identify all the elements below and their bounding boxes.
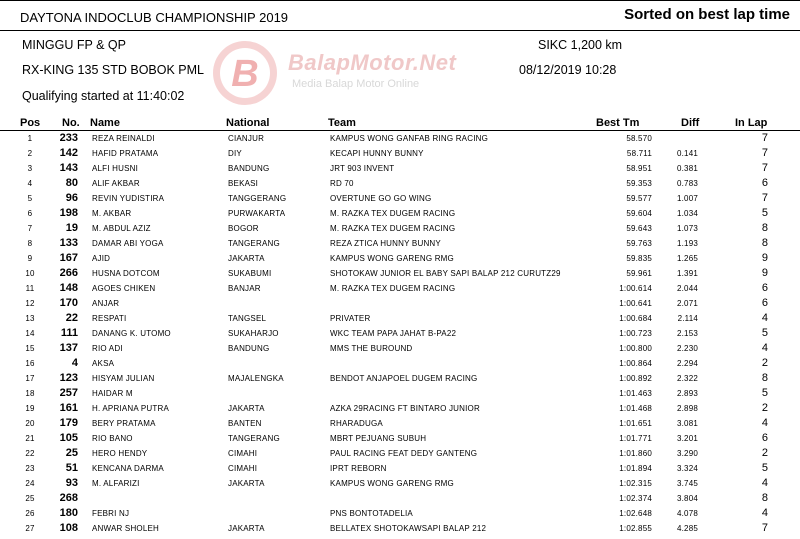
cell-team: MMS THE BUROUND xyxy=(330,344,413,353)
cell-name: AGOES CHIKEN xyxy=(92,284,156,293)
cell-inlap: 9 xyxy=(761,267,768,279)
cell-team: JRT 903 INVENT xyxy=(330,164,395,173)
cell-no: 93 xyxy=(65,477,78,489)
cell-no: 148 xyxy=(59,282,78,294)
cell-inlap: 4 xyxy=(761,342,768,354)
cell-inlap: 6 xyxy=(761,282,768,294)
cell-team: KAMPUS WONG GARENG RMG xyxy=(330,479,454,488)
table-row xyxy=(0,401,800,416)
cell-diff: 2.893 xyxy=(676,389,698,398)
cell-diff: 3.081 xyxy=(676,419,698,428)
cell-diff: 1.007 xyxy=(676,194,698,203)
cell-best: 1:00.614 xyxy=(619,284,652,293)
cell-pos: 1 xyxy=(27,134,33,143)
svg-text:B: B xyxy=(231,53,259,95)
cell-pos: 4 xyxy=(27,179,33,188)
cell-team: KAMPUS WONG GARENG RMG xyxy=(330,254,454,263)
cell-pos: 27 xyxy=(25,524,35,533)
cell-nat: JAKARTA xyxy=(228,404,265,413)
cell-pos: 6 xyxy=(27,209,33,218)
cell-pos: 24 xyxy=(25,479,35,488)
cell-nat: BANDUNG xyxy=(228,344,270,353)
cell-best: 59.577 xyxy=(626,194,652,203)
cell-name: M. ABDUL AZIZ xyxy=(92,224,151,233)
table-row xyxy=(0,446,800,461)
cell-pos: 7 xyxy=(27,224,33,233)
cell-team: KECAPI HUNNY BUNNY xyxy=(330,149,424,158)
cell-name: HISYAM JULIAN xyxy=(92,374,155,383)
circuit-info: SIKC 1,200 km xyxy=(538,38,623,52)
cell-diff: 3.804 xyxy=(676,494,698,503)
class-name: RX-KING 135 STD BOBOK PML xyxy=(22,63,204,77)
table-row xyxy=(0,251,800,266)
cell-inlap: 4 xyxy=(761,477,768,489)
cell-nat: JAKARTA xyxy=(228,254,265,263)
col-name: Name xyxy=(90,117,120,129)
cell-pos: 20 xyxy=(25,419,35,428)
cell-inlap: 2 xyxy=(761,357,768,369)
cell-no: 180 xyxy=(59,507,78,519)
cell-diff: 1.265 xyxy=(676,254,698,263)
cell-diff: 1.391 xyxy=(676,269,698,278)
cell-best: 59.604 xyxy=(626,209,652,218)
cell-best: 59.961 xyxy=(626,269,652,278)
cell-diff: 4.078 xyxy=(676,509,698,518)
championship-title: DAYTONA INDOCLUB CHAMPIONSHIP 2019 xyxy=(20,10,289,25)
cell-name: ALIF AKBAR xyxy=(92,179,140,188)
cell-pos: 23 xyxy=(25,464,35,473)
cell-no: 268 xyxy=(59,492,78,504)
cell-no: 123 xyxy=(59,372,78,384)
cell-pos: 21 xyxy=(25,434,35,443)
cell-best: 1:01.463 xyxy=(619,389,652,398)
cell-pos: 22 xyxy=(25,449,35,458)
cell-name: HERO HENDY xyxy=(92,449,148,458)
cell-name: AKSA xyxy=(92,359,115,368)
cell-nat: PURWAKARTA xyxy=(228,209,286,218)
cell-no: 105 xyxy=(59,432,78,444)
cell-inlap: 8 xyxy=(761,222,768,234)
cell-name: REZA REINALDI xyxy=(92,134,155,143)
cell-inlap: 7 xyxy=(761,522,768,534)
table-row xyxy=(0,461,800,476)
session-name: MINGGU FP & QP xyxy=(22,38,126,52)
table-row xyxy=(0,281,800,296)
table-row xyxy=(0,176,800,191)
col-team: Team xyxy=(328,117,356,129)
col-no: No. xyxy=(62,117,80,129)
cell-nat: TANGGERANG xyxy=(228,194,287,203)
cell-best: 1:02.855 xyxy=(619,524,652,533)
cell-no: 233 xyxy=(59,132,78,144)
table-row xyxy=(0,206,800,221)
cell-no: 51 xyxy=(65,462,78,474)
cell-no: 137 xyxy=(59,342,78,354)
watermark-tagline: Media Balap Motor Online xyxy=(292,78,420,90)
cell-best: 1:01.894 xyxy=(619,464,652,473)
results-table xyxy=(0,131,800,536)
cell-pos: 3 xyxy=(27,164,33,173)
col-inlap: In Lap xyxy=(735,117,768,129)
cell-name: ANJAR xyxy=(92,299,120,308)
cell-no: 257 xyxy=(59,387,78,399)
cell-team: RD 70 xyxy=(330,179,354,188)
cell-no: 96 xyxy=(65,192,78,204)
cell-team: IPRT REBORN xyxy=(330,464,387,473)
cell-team: WKC TEAM PAPA JAHAT B-PA22 xyxy=(330,329,457,338)
report-datetime: 08/12/2019 10:28 xyxy=(519,63,617,77)
cell-diff: 2.230 xyxy=(676,344,698,353)
cell-name: AJID xyxy=(92,254,111,263)
cell-best: 1:02.648 xyxy=(619,509,652,518)
cell-name: RESPATI xyxy=(92,314,127,323)
watermark-brand: BalapMotor.Net xyxy=(288,50,457,75)
cell-nat: DIY xyxy=(228,149,242,158)
cell-best: 1:00.800 xyxy=(619,344,652,353)
cell-team: PRIVATER xyxy=(330,314,371,323)
cell-inlap: 2 xyxy=(761,402,768,414)
cell-inlap: 6 xyxy=(761,432,768,444)
cell-best: 59.643 xyxy=(626,224,652,233)
cell-nat: BANJAR xyxy=(228,284,261,293)
cell-best: 1:01.651 xyxy=(619,419,652,428)
cell-inlap: 2 xyxy=(761,447,768,459)
col-national: National xyxy=(226,117,270,129)
cell-inlap: 5 xyxy=(761,327,768,339)
cell-inlap: 7 xyxy=(761,192,768,204)
watermark-logo xyxy=(210,38,540,113)
cell-no: 133 xyxy=(59,237,78,249)
cell-diff: 2.114 xyxy=(677,314,698,323)
cell-best: 1:00.684 xyxy=(619,314,652,323)
cell-name: ALFI HUSNI xyxy=(92,164,139,173)
cell-inlap: 9 xyxy=(761,252,768,264)
table-row xyxy=(0,236,800,251)
table-row xyxy=(0,431,800,446)
cell-best: 58.951 xyxy=(626,164,652,173)
cell-inlap: 7 xyxy=(761,132,768,144)
cell-best: 59.835 xyxy=(626,254,652,263)
cell-no: 179 xyxy=(59,417,78,429)
cell-no: 143 xyxy=(59,162,78,174)
cell-team: BENDOT ANJAPOEL DUGEM RACING xyxy=(330,374,478,383)
table-row xyxy=(0,371,800,386)
cell-inlap: 8 xyxy=(761,492,768,504)
table-row xyxy=(0,356,800,371)
cell-best: 58.711 xyxy=(626,149,652,158)
cell-pos: 12 xyxy=(25,299,35,308)
cell-best: 59.763 xyxy=(626,239,652,248)
cell-pos: 15 xyxy=(25,344,35,353)
cell-name: M. ALFARIZI xyxy=(92,479,140,488)
cell-team: AZKA 29RACING FT BINTARO JUNIOR xyxy=(330,404,480,413)
table-row xyxy=(0,326,800,341)
table-row xyxy=(0,311,800,326)
table-row xyxy=(0,191,800,206)
header-divider xyxy=(0,30,800,31)
cell-pos: 11 xyxy=(25,284,35,293)
cell-diff: 2.044 xyxy=(676,284,698,293)
table-row xyxy=(0,131,800,146)
cell-name: M. AKBAR xyxy=(92,209,132,218)
cell-team: REZA ZTICA HUNNY BUNNY xyxy=(330,239,441,248)
cell-nat: BEKASI xyxy=(228,179,259,188)
cell-diff: 1.034 xyxy=(676,209,698,218)
table-row xyxy=(0,521,800,536)
cell-diff: 3.745 xyxy=(676,479,698,488)
cell-best: 1:00.892 xyxy=(619,374,652,383)
cell-no: 4 xyxy=(71,357,78,369)
cell-name: REVIN YUDISTIRA xyxy=(92,194,165,203)
cell-diff: 0.141 xyxy=(676,149,698,158)
sort-label: Sorted on best lap time xyxy=(624,6,790,23)
qualifying-start: Qualifying started at 11:40:02 xyxy=(22,89,185,103)
cell-inlap: 4 xyxy=(761,312,768,324)
watermark-emblem-icon xyxy=(210,38,280,108)
cell-no: 161 xyxy=(59,402,78,414)
cell-team: M. RAZKA TEX DUGEM RACING xyxy=(330,209,456,218)
cell-best: 1:01.771 xyxy=(619,434,652,443)
table-row xyxy=(0,491,800,506)
cell-best: 1:01.860 xyxy=(619,449,652,458)
cell-team: M. RAZKA TEX DUGEM RACING xyxy=(330,284,456,293)
cell-no: 80 xyxy=(65,177,78,189)
cell-nat: CIMAHI xyxy=(228,449,258,458)
cell-name: RIO ADI xyxy=(92,344,123,353)
cell-pos: 10 xyxy=(25,269,35,278)
col-best: Best Tm xyxy=(596,117,640,129)
cell-name: HUSNA DOTCOM xyxy=(92,269,160,278)
cell-pos: 17 xyxy=(25,374,35,383)
cell-inlap: 7 xyxy=(761,162,768,174)
cell-no: 170 xyxy=(59,297,78,309)
cell-inlap: 7 xyxy=(761,147,768,159)
cell-inlap: 5 xyxy=(761,462,768,474)
cell-nat: TANGSEL xyxy=(228,314,267,323)
cell-inlap: 4 xyxy=(761,417,768,429)
cell-team: BELLATEX SHOTOKAWSAPI BALAP 212 xyxy=(330,524,487,533)
cell-diff: 1.073 xyxy=(676,224,698,233)
column-headers xyxy=(0,117,800,131)
cell-diff: 2.898 xyxy=(676,404,698,413)
cell-no: 142 xyxy=(59,147,78,159)
table-row xyxy=(0,341,800,356)
cell-pos: 25 xyxy=(25,494,35,503)
cell-nat: TANGERANG xyxy=(228,434,280,443)
table-row xyxy=(0,266,800,281)
cell-diff: 3.201 xyxy=(676,434,698,443)
cell-nat: BANDUNG xyxy=(228,164,270,173)
table-row xyxy=(0,416,800,431)
cell-pos: 19 xyxy=(25,404,35,413)
table-row xyxy=(0,296,800,311)
cell-nat: CIANJUR xyxy=(228,134,265,143)
cell-inlap: 4 xyxy=(761,507,768,519)
cell-nat: SUKAHARJO xyxy=(228,329,279,338)
cell-nat: MAJALENGKA xyxy=(228,374,284,383)
cell-diff: 2.071 xyxy=(676,299,698,308)
cell-team: M. RAZKA TEX DUGEM RACING xyxy=(330,224,456,233)
cell-best: 59.353 xyxy=(626,179,652,188)
cell-best: 1:02.374 xyxy=(619,494,652,503)
cell-best: 1:00.864 xyxy=(619,359,652,368)
cell-best: 1:02.315 xyxy=(619,479,652,488)
cell-name: H. APRIANA PUTRA xyxy=(92,404,169,413)
cell-pos: 9 xyxy=(27,254,33,263)
cell-name: HAFID PRATAMA xyxy=(92,149,159,158)
cell-diff: 3.290 xyxy=(676,449,698,458)
col-pos: Pos xyxy=(20,117,41,129)
cell-nat: BOGOR xyxy=(228,224,259,233)
cell-best: 1:00.641 xyxy=(619,299,652,308)
table-row xyxy=(0,146,800,161)
table-row xyxy=(0,221,800,236)
cell-diff: 2.153 xyxy=(676,329,698,338)
cell-nat: JAKARTA xyxy=(228,479,265,488)
cell-pos: 5 xyxy=(27,194,33,203)
cell-name: FEBRI NJ xyxy=(92,509,130,518)
cell-name: DAMAR ABI YOGA xyxy=(92,239,164,248)
cell-pos: 2 xyxy=(27,149,33,158)
cell-team: SHOTOKAW JUNIOR EL BABY SAPI BALAP 212 CURUTZ29 xyxy=(330,269,561,278)
cell-no: 22 xyxy=(65,312,78,324)
cell-team: MBRT PEJUANG SUBUH xyxy=(330,434,427,443)
cell-pos: 14 xyxy=(25,329,35,338)
cell-team: PNS BONTOTADELIA xyxy=(330,509,413,518)
cell-name: DANANG K. UTOMO xyxy=(92,329,171,338)
cell-nat: JAKARTA xyxy=(228,524,265,533)
cell-inlap: 5 xyxy=(761,387,768,399)
cell-name: BERY PRATAMA xyxy=(92,419,156,428)
col-diff: Diff xyxy=(681,117,700,129)
cell-pos: 26 xyxy=(25,509,35,518)
cell-no: 25 xyxy=(65,447,78,459)
cell-diff: 2.322 xyxy=(676,374,698,383)
cell-name: KENCANA DARMA xyxy=(92,464,164,473)
cell-diff: 1.193 xyxy=(676,239,698,248)
cell-inlap: 5 xyxy=(761,207,768,219)
cell-pos: 16 xyxy=(25,359,35,368)
cell-name: ANWAR SHOLEH xyxy=(92,524,160,533)
cell-best: 1:00.723 xyxy=(619,329,652,338)
cell-best: 58.570 xyxy=(626,134,652,143)
cell-no: 108 xyxy=(59,522,78,534)
cell-diff: 2.294 xyxy=(676,359,698,368)
cell-diff: 0.783 xyxy=(676,179,698,188)
cell-inlap: 6 xyxy=(761,297,768,309)
cell-nat: BANTEN xyxy=(228,419,262,428)
cell-name: RIO BANO xyxy=(92,434,133,443)
cell-nat: SUKABUMI xyxy=(228,269,272,278)
cell-inlap: 8 xyxy=(761,372,768,384)
cell-diff: 3.324 xyxy=(676,464,698,473)
cell-no: 167 xyxy=(59,252,78,264)
cell-pos: 13 xyxy=(25,314,35,323)
cell-no: 19 xyxy=(65,222,78,234)
cell-nat: TANGERANG xyxy=(228,239,280,248)
cell-pos: 8 xyxy=(27,239,33,248)
cell-inlap: 6 xyxy=(761,177,768,189)
cell-inlap: 8 xyxy=(761,237,768,249)
top-border xyxy=(0,0,800,1)
cell-diff: 0.381 xyxy=(676,164,698,173)
cell-no: 111 xyxy=(60,327,78,339)
cell-best: 1:01.468 xyxy=(619,404,652,413)
table-row xyxy=(0,161,800,176)
cell-team: RHARADUGA xyxy=(330,419,383,428)
cell-pos: 18 xyxy=(25,389,35,398)
cell-team: PAUL RACING FEAT DEDY GANTENG xyxy=(330,449,478,458)
table-row xyxy=(0,476,800,491)
cell-name: HAIDAR M xyxy=(92,389,133,398)
table-row xyxy=(0,386,800,401)
cell-diff: 4.285 xyxy=(676,524,698,533)
table-row xyxy=(0,506,800,521)
cell-no: 266 xyxy=(59,267,78,279)
cell-team: OVERTUNE GO GO WING xyxy=(330,194,432,203)
cell-team: KAMPUS WONG GANFAB RING RACING xyxy=(330,134,489,143)
cell-no: 198 xyxy=(59,207,78,219)
cell-nat: CIMAHI xyxy=(228,464,258,473)
